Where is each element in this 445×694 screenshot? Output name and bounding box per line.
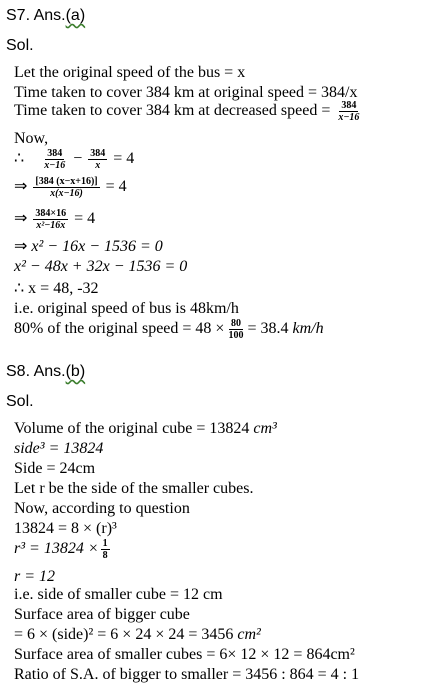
implies-symbol: ⇒ — [14, 238, 28, 255]
s7-line-6-rhs: = 4 — [105, 178, 127, 196]
s8-line-7-fraction: $\frac{1}{8}$ — [102, 538, 108, 561]
s7-line-9: x² − 48x + 32x − 1536 = 0 — [14, 258, 188, 275]
s7-line-2: Time taken to cover 384 km at original speed = 384/x — [14, 84, 358, 101]
s7-line-3-text: Time taken to cover 384 km at decreased speed = — [14, 102, 331, 120]
implies-symbol: ⇒ — [14, 210, 28, 228]
s8-answer: (b) — [65, 363, 86, 380]
implies-symbol: ⇒ — [14, 178, 28, 196]
s7-line-6 — [14, 176, 127, 199]
s7-line-11: i.e. original speed of bus is 48km/h — [14, 300, 239, 317]
s8-title: S8. Ans. — [6, 363, 66, 380]
s8-line-9: i.e. side of smaller cube = 12 cm — [14, 586, 223, 603]
s8-line-13: Ratio of S.A. of bigger to smaller = 3456 : 864 = 4 : 1 — [14, 666, 360, 683]
s8-line-6: 13824 = 8 × (r)³ — [14, 520, 117, 537]
s7-line-5-fraction-1: $\frac{384}{x-16}$ — [44, 148, 66, 171]
s7-heading — [6, 6, 85, 26]
s7-line-3-fraction: $\frac{384}{x-16}$ — [338, 100, 360, 123]
s8-line-7: r³ = 13824 × $\frac{1}{8}$ — [14, 538, 108, 561]
minus-symbol: − — [73, 150, 83, 168]
s8-line-12: Surface area of smaller cubes = 6× 12 × 12 = 864cm² — [14, 646, 355, 663]
s8-line-11: = 6 × (side)² = 6 × 24 × 24 = 3456 cm² — [14, 626, 261, 643]
s7-answer: (a) — [65, 7, 86, 24]
s7-line-8-eq: x² − 16x − 1536 = 0 — [31, 238, 163, 255]
s8-line-11-unit: cm² — [237, 626, 261, 643]
s7-line-7-rhs: = 4 — [74, 210, 96, 228]
s7-line-5-rhs: = 4 — [113, 150, 135, 168]
s7-sol-label: Sol. — [6, 37, 34, 54]
s7-line-1: Let the original speed of the bus = x — [14, 64, 246, 81]
s8-heading — [6, 362, 85, 382]
s7-line-12-unit: km/h — [292, 320, 324, 338]
s7-line-8 — [14, 238, 163, 256]
s7-line-6-fraction: $\frac{[384 (x-x+16)]}{x(x-16)}$ — [35, 176, 98, 199]
s7-line-10: ∴ x = 48, -32 — [14, 280, 99, 297]
s8-line-2: side³ = 13824 — [14, 440, 104, 457]
s8-line-1-unit: cm³ — [253, 420, 277, 437]
s7-line-7 — [14, 208, 95, 231]
s8-line-5: Now, according to question — [14, 500, 190, 517]
s7-line-3 — [14, 100, 363, 123]
s8-line-4: Let r be the side of the smaller cubes. — [14, 480, 254, 497]
s7-line-12: 80% of the original speed = 48 × $\frac{80}{100}$ = 38.4 km/h — [14, 318, 324, 341]
s7-line-5-fraction-2: $\frac{384}{x}$ — [90, 148, 106, 171]
s7-line-7-fraction: $\frac{384\times 16}{\text{x²−16x}}$ — [35, 208, 67, 231]
s8-sol-label: Sol. — [6, 393, 34, 410]
s8-line-10: Surface area of bigger cube — [14, 606, 190, 623]
s8-line-8: r = 12 — [14, 568, 56, 585]
therefore-symbol: ∴ — [14, 150, 25, 168]
s7-line-4: Now, — [14, 130, 49, 147]
s8-line-3: Side = 24cm — [14, 460, 96, 477]
s8-line-1: Volume of the original cube = 13824 cm³ — [14, 420, 277, 437]
s7-line-5 — [14, 148, 134, 171]
s7-line-12-fraction: $\frac{80}{100}$ — [228, 318, 244, 341]
s7-title: S7. Ans. — [6, 7, 66, 24]
